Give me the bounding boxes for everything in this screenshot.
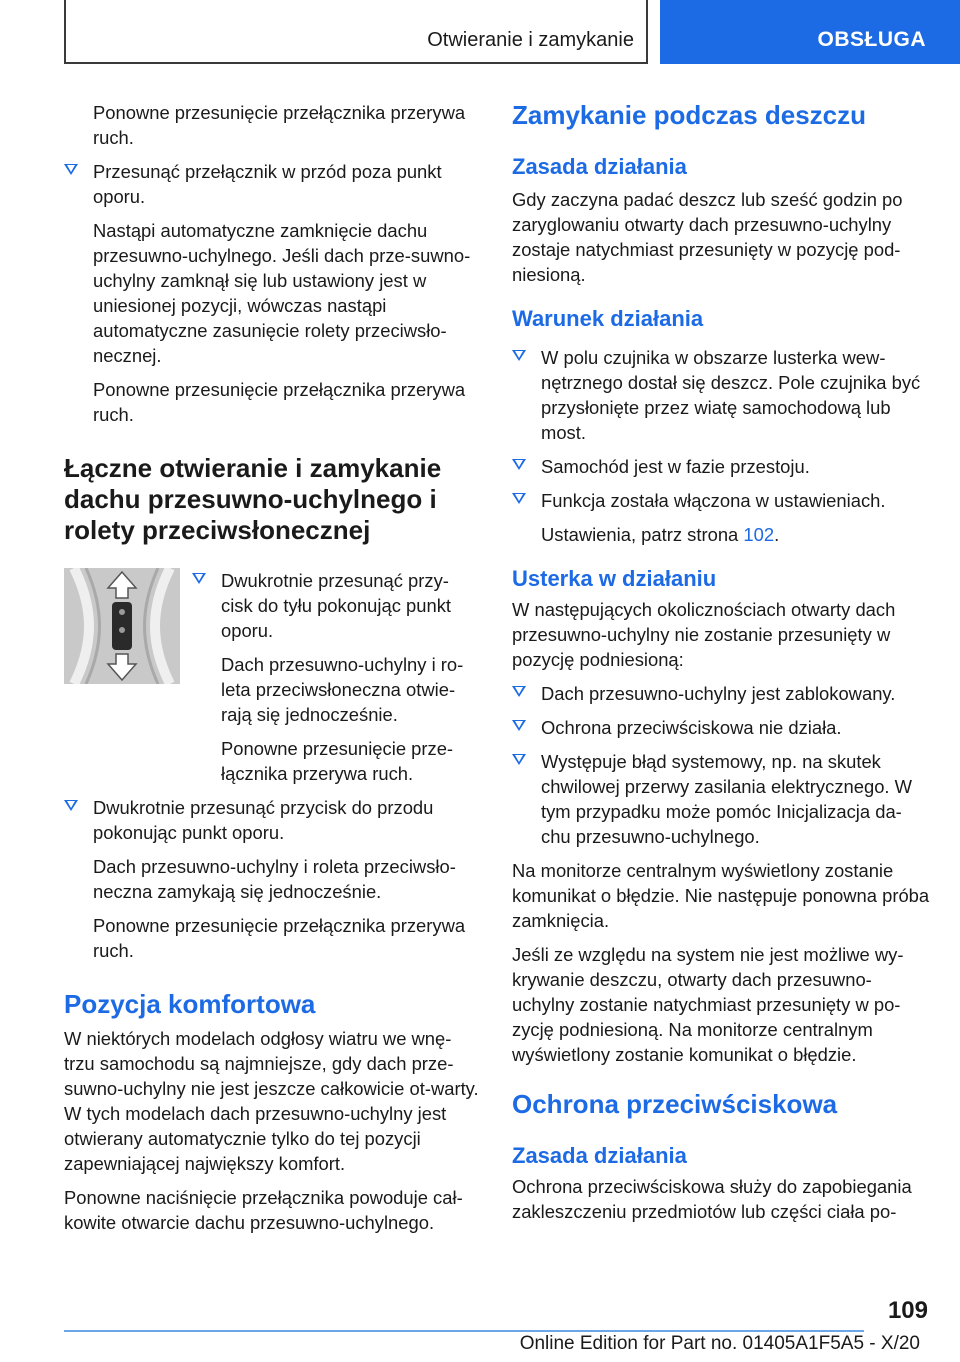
bullet-text: Dach przesuwno-uchylny jest zablokowany. xyxy=(541,683,896,704)
pinch-paragraph: Ochrona przeciwściskowa służy do zapobiegania zakleszczeniu przedmiotów lub części ciała po- xyxy=(512,1176,912,1222)
bullet-item xyxy=(512,715,930,740)
page-number: 109 xyxy=(887,1297,928,1324)
bullet-triangle-icon xyxy=(512,350,526,361)
bullet-triangle-icon xyxy=(512,754,526,765)
bullet-item xyxy=(512,345,930,445)
header-chapter-tab xyxy=(660,0,960,64)
heading-combined-opening: Łączne otwieranie i zamykanie dachu przesuwno-uchylnego i rolety przeciwsłonecznej xyxy=(64,453,442,545)
bullet-text: Przesunąć przełącznik w przód poza punkt oporu. xyxy=(93,161,442,207)
bullet-text: Dwukrotnie przesunąć przy-cisk do tyłu pokonując punkt oporu. xyxy=(221,570,452,641)
bullet-note: Dach przesuwno-uchylny i ro-leta przeciwsłoneczna otwie-rają się jednocześnie. xyxy=(221,654,464,725)
bullet-note: Ponowne przesunięcie przełącznika przerywa ruch. xyxy=(93,915,466,961)
bullet-text: Dwukrotnie przesunąć przycisk do przodu pokonując punkt oporu. xyxy=(93,797,434,843)
subheading-fault: Usterka w działaniu xyxy=(512,566,717,591)
bullet-triangle-icon xyxy=(512,720,526,731)
fault-paragraph: W następujących okolicznościach otwarty dach przesuwno-uchylny nie zostanie przesunięty w pozycję podniesioną: xyxy=(512,599,896,670)
fault-paragraph-3: Jeśli ze względu na system nie jest możliwe wy-krywanie deszczu, otwarty dach przesuwno-uchylny zostanie natychmiast przesunięty w po-zycję podniesioną. Na monitorze centralnym wyświetlony zostanie komunikat o błędzie. xyxy=(512,944,904,1065)
bullet-note: Dach przesuwno-uchylny i roleta przeciwsło-neczna zamykają się jednocześnie. xyxy=(93,856,456,902)
header-chapter-title: OBSŁUGA xyxy=(817,28,926,51)
bullet-note: Ponowne przesunięcie przełącznika przerywa ruch. xyxy=(93,379,466,425)
bullet-text: Ochrona przeciwściskowa nie działa. xyxy=(541,717,842,738)
bullet-item xyxy=(192,568,480,643)
bullet-text: Występuje błąd systemowy, np. na skutek chwilowej przerwy zasilania elektrycznego. W tym przypadku może pomóc Inicjalizacja da-chu przesuwno-uchylnego. xyxy=(541,751,913,847)
subheading-principle: Zasada działania xyxy=(512,154,687,179)
settings-reference-text: Ustawienia, patrz strona xyxy=(541,524,739,545)
subheading-condition: Warunek działania xyxy=(512,306,704,331)
bullet-text: Funkcja została włączona w ustawieniach. xyxy=(541,490,886,511)
comfort-paragraph-2: Ponowne naciśnięcie przełącznika powoduje cał-kowite otwarcie dachu przesuwno-uchylnego. xyxy=(64,1187,463,1233)
left-column xyxy=(64,100,480,1244)
bullet-item xyxy=(512,681,930,706)
bullet-note: Ponowne przesunięcie prze-łącznika przerywa ruch. xyxy=(221,738,454,784)
sunroof-switch-illustration xyxy=(64,568,180,684)
fault-paragraph-2: Na monitorze centralnym wyświetlony zostanie komunikat o błędzie. Nie następuje ponowna próba zamknięcia. xyxy=(512,860,930,931)
bullet-text: W polu czujnika w obszarze lusterka wew-nętrznego dostał się deszcz. Pole czujnika być przysłonięte przez wiatę samochodową lub most. xyxy=(541,347,921,443)
settings-reference-end: . xyxy=(774,524,780,545)
figure-row xyxy=(64,568,480,786)
bullet-triangle-icon xyxy=(64,800,78,811)
header-section-box xyxy=(64,0,648,64)
subheading-principle-2: Zasada działania xyxy=(512,1143,687,1168)
bullet-item xyxy=(512,749,930,849)
bullet-item xyxy=(512,488,930,513)
principle-paragraph: Gdy zaczyna padać deszcz lub sześć godzin po zaryglowaniu otwarty dach przesuwno-uchylny zostaje natychmiast przesunięty w pozycję pod-niesioną. xyxy=(512,189,903,285)
heading-rain-closing: Zamykanie podczas deszczu xyxy=(512,100,867,130)
bullet-note: Nastąpi automatyczne zamknięcie dachu przesuwno-uchylnego. Jeśli dach prze-suwno-uchylny zamknął się lub ustawiony jest w uniesionej pozycji, wówczas nastąpi automatyczne zasunięcie rolety przeciwsło-necznej. xyxy=(93,220,471,366)
bullet-triangle-icon xyxy=(512,686,526,697)
heading-comfort-position: Pozycja komfortowa xyxy=(64,989,316,1019)
bullet-triangle-icon xyxy=(192,573,206,584)
left-paragraph-1: Ponowne przesunięcie przełącznika przerywa ruch. xyxy=(93,102,466,148)
settings-page-link[interactable]: 102 xyxy=(743,524,775,545)
header-section-title: Otwieranie i zamykanie xyxy=(427,29,634,51)
footer-divider xyxy=(64,1330,864,1332)
bullet-triangle-icon xyxy=(64,164,78,175)
settings-reference xyxy=(512,522,930,547)
bullet-item xyxy=(64,159,480,209)
bullet-triangle-icon xyxy=(512,493,526,504)
heading-pinch-protection: Ochrona przeciwściskowa xyxy=(512,1089,838,1119)
bullet-item xyxy=(512,454,930,479)
comfort-paragraph-1: W niektórych modelach odgłosy wiatru we wnę-trzu samochodu są najmniejsze, gdy dach prze-suwno-uchylny nie jest jeszcze całkowicie ot-warty. W tych modelach dach przesuwno-uchylny jest otwierany automatycznie tylko do tej pozycji zapewniającej największy komfort. xyxy=(64,1028,479,1174)
bullet-item xyxy=(64,795,480,845)
bullet-triangle-icon xyxy=(512,459,526,470)
right-column xyxy=(512,100,930,1233)
footer-edition: Online Edition for Part no. 01405A1F5A5 - X/20 xyxy=(519,1333,920,1354)
bullet-text: Samochód jest w fazie przestoju. xyxy=(541,456,810,477)
